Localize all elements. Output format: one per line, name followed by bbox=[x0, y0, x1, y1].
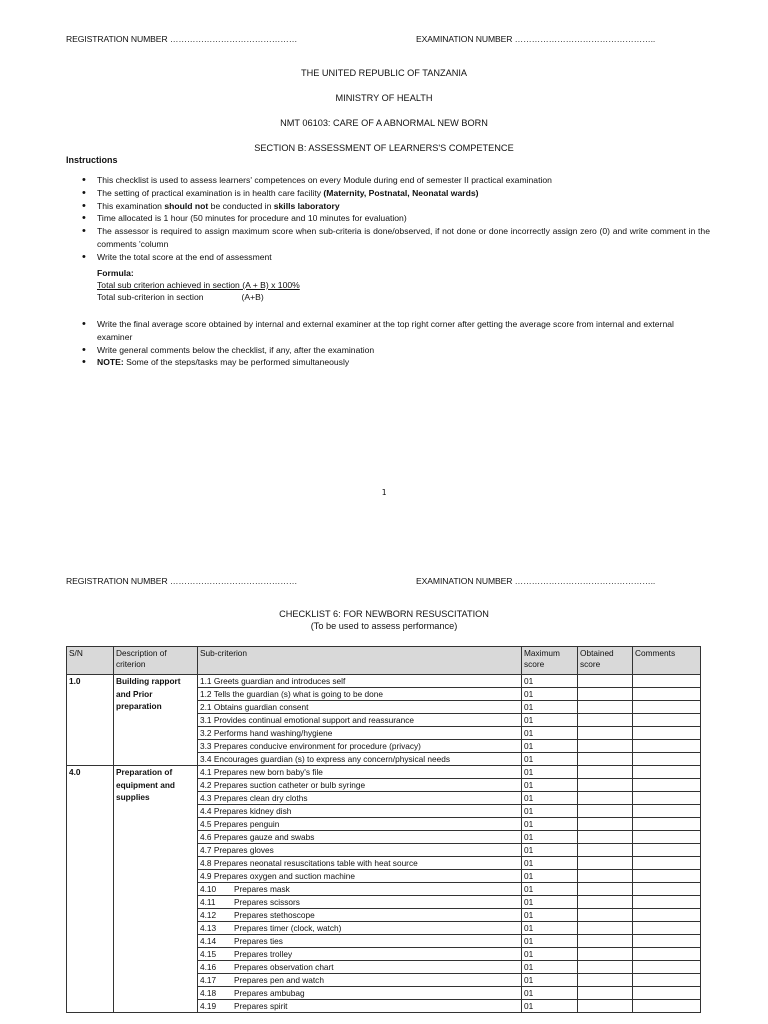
sub-criterion-number: 1.2 bbox=[200, 689, 212, 699]
instruction-item bbox=[80, 251, 710, 264]
sub-criterion-text: Obtains guardian consent bbox=[213, 702, 309, 712]
comments-cell[interactable] bbox=[633, 935, 701, 948]
instruction-text: Some of the steps/tasks may be performed simultaneously bbox=[123, 357, 350, 368]
page-number: 1 bbox=[381, 488, 387, 497]
republic-title: THE UNITED REPUBLIC OF TANZANIA bbox=[300, 68, 468, 78]
sub-criterion-cell bbox=[198, 896, 522, 909]
instruction-emphasis: should not bbox=[164, 200, 209, 211]
obtained-score-cell[interactable] bbox=[578, 987, 633, 1000]
comments-cell[interactable] bbox=[633, 688, 701, 701]
header-description: Description of criterion bbox=[114, 647, 198, 675]
sub-criterion-text: Greets guardian and introduces self bbox=[213, 676, 346, 686]
comments-cell[interactable] bbox=[633, 896, 701, 909]
sub-criterion-cell bbox=[198, 948, 522, 961]
comments-cell[interactable] bbox=[633, 805, 701, 818]
sub-criterion-number: 3.2 bbox=[200, 728, 212, 738]
obtained-score-cell[interactable] bbox=[578, 844, 633, 857]
obtained-score-cell[interactable] bbox=[578, 831, 633, 844]
comments-cell[interactable] bbox=[633, 844, 701, 857]
sub-criterion-cell bbox=[198, 714, 522, 727]
sub-criterion-text: Encourages guardian (s) to express any concern/physical needs bbox=[213, 754, 450, 764]
obtained-score-cell[interactable] bbox=[578, 896, 633, 909]
sub-criterion-number: 4.2 bbox=[200, 780, 212, 790]
sub-criterion-cell bbox=[198, 688, 522, 701]
sub-criterion-text: Tells the guardian (s) what is going to be done bbox=[213, 689, 383, 699]
obtained-score-cell[interactable] bbox=[578, 818, 633, 831]
sub-criterion-text: Prepares ambubag bbox=[234, 988, 305, 998]
instruction-item bbox=[80, 174, 710, 187]
formula-denominator bbox=[97, 292, 264, 302]
sub-criterion-cell bbox=[198, 922, 522, 935]
checklist-body bbox=[67, 675, 701, 1013]
criterion-number: 4.0 bbox=[67, 766, 114, 1013]
comments-cell[interactable] bbox=[633, 870, 701, 883]
obtained-score-cell[interactable] bbox=[578, 727, 633, 740]
registration-number-field-2: REGISTRATION NUMBER ……………………………………… bbox=[66, 576, 298, 586]
obtained-score-cell[interactable] bbox=[578, 753, 633, 766]
maximum-score-cell: 01 bbox=[522, 1000, 578, 1013]
section-title: SECTION B: ASSESSMENT OF LEARNERS'S COMPETENCE bbox=[254, 143, 514, 153]
sub-criterion-number: 4.7 bbox=[200, 845, 212, 855]
maximum-score-cell: 01 bbox=[522, 805, 578, 818]
sub-criterion-text: Prepares gloves bbox=[213, 845, 274, 855]
sub-criterion-text: Prepares spirit bbox=[234, 1001, 288, 1011]
sub-criterion-cell bbox=[198, 844, 522, 857]
instruction-item bbox=[80, 212, 710, 225]
sub-criterion-text: Prepares new born baby's file bbox=[213, 767, 323, 777]
sub-criterion-cell bbox=[198, 818, 522, 831]
sub-criterion-number: 4.15 bbox=[200, 949, 217, 959]
sub-criterion-cell bbox=[198, 883, 522, 896]
examination-number-field-2: EXAMINATION NUMBER ………………………………………….. bbox=[416, 576, 656, 586]
sub-criterion-cell bbox=[198, 870, 522, 883]
sub-criterion-text: Prepares conducive environment for procedure (privacy) bbox=[213, 741, 421, 751]
obtained-score-cell[interactable] bbox=[578, 779, 633, 792]
instruction-text: Write the final average score obtained by internal and external examiner at the top right corner after getting the average score from internal and external examiner bbox=[97, 319, 674, 342]
maximum-score-cell: 01 bbox=[522, 883, 578, 896]
sub-criterion-cell bbox=[198, 675, 522, 688]
sub-criterion-cell bbox=[198, 805, 522, 818]
comments-cell[interactable] bbox=[633, 909, 701, 922]
sub-criterion-text: Prepares suction catheter or bulb syringe bbox=[213, 780, 366, 790]
instruction-emphasis: skills laboratory bbox=[273, 200, 340, 211]
maximum-score-cell: 01 bbox=[522, 987, 578, 1000]
sub-criterion-number: 1.1 bbox=[200, 676, 212, 686]
maximum-score-cell: 01 bbox=[522, 714, 578, 727]
obtained-score-cell[interactable] bbox=[578, 740, 633, 753]
header-sn: S/N bbox=[67, 647, 114, 675]
obtained-score-cell[interactable] bbox=[578, 1000, 633, 1013]
instructions-heading: Instructions bbox=[66, 155, 118, 165]
sub-criterion-number: 4.14 bbox=[200, 936, 217, 946]
comments-cell[interactable] bbox=[633, 857, 701, 870]
sub-criterion-cell bbox=[198, 766, 522, 779]
obtained-score-cell[interactable] bbox=[578, 974, 633, 987]
instruction-text: Write general comments below the checklist, if any, after the examination bbox=[97, 344, 375, 355]
instruction-item bbox=[80, 187, 710, 200]
criterion-description: Building rapport and Prior preparation bbox=[114, 675, 198, 766]
comments-cell[interactable] bbox=[633, 675, 701, 688]
obtained-score-cell[interactable] bbox=[578, 948, 633, 961]
obtained-score-cell[interactable] bbox=[578, 870, 633, 883]
table-row bbox=[67, 675, 701, 688]
maximum-score-cell: 01 bbox=[522, 857, 578, 870]
instruction-text: The assessor is required to assign maximum score when sub-criteria is done/observed, if not done or done incorrectly assign zero (0) and write comment in the comments 'column bbox=[97, 226, 710, 249]
sub-criterion-number: 4.9 bbox=[200, 871, 212, 881]
maximum-score-cell: 01 bbox=[522, 909, 578, 922]
instruction-text: The setting of practical examination is in health care facility bbox=[97, 187, 324, 198]
comments-cell[interactable] bbox=[633, 701, 701, 714]
sub-criterion-cell bbox=[198, 1000, 522, 1013]
sub-criterion-text: Prepares trolley bbox=[234, 949, 293, 959]
instruction-text: be conducted in bbox=[208, 200, 274, 211]
sub-criterion-number: 4.12 bbox=[200, 910, 217, 920]
sub-criterion-text: Prepares penguin bbox=[213, 819, 280, 829]
header-maximum-score: Maximum score bbox=[522, 647, 578, 675]
obtained-score-cell[interactable] bbox=[578, 805, 633, 818]
comments-cell[interactable] bbox=[633, 727, 701, 740]
maximum-score-cell: 01 bbox=[522, 961, 578, 974]
instruction-item bbox=[80, 200, 710, 213]
comments-cell[interactable] bbox=[633, 831, 701, 844]
formula-numerator: Total sub criterion achieved in section (A + B) x 100% bbox=[97, 280, 300, 290]
instruction-item bbox=[80, 318, 710, 344]
maximum-score-cell: 01 bbox=[522, 792, 578, 805]
sub-criterion-text: Prepares mask bbox=[234, 884, 290, 894]
registration-number-field: REGISTRATION NUMBER ……………………………………… bbox=[66, 34, 298, 44]
sub-criterion-number: 3.1 bbox=[200, 715, 212, 725]
comments-cell[interactable] bbox=[633, 974, 701, 987]
header-obtained-score: Obtained score bbox=[578, 647, 633, 675]
maximum-score-cell: 01 bbox=[522, 675, 578, 688]
sub-criterion-number: 4.5 bbox=[200, 819, 212, 829]
course-title: NMT 06103: CARE OF A ABNORMAL NEW BORN bbox=[280, 118, 488, 128]
instruction-text: Write the total score at the end of assessment bbox=[97, 251, 272, 262]
obtained-score-cell[interactable] bbox=[578, 701, 633, 714]
obtained-score-cell[interactable] bbox=[578, 857, 633, 870]
formula-label: Formula: bbox=[97, 268, 134, 278]
sub-criterion-cell bbox=[198, 792, 522, 805]
examination-number-field: EXAMINATION NUMBER ………………………………………….. bbox=[416, 34, 656, 44]
sub-criterion-number: 4.4 bbox=[200, 806, 212, 816]
table-row bbox=[67, 766, 701, 779]
sub-criterion-cell bbox=[198, 961, 522, 974]
criterion-number: 1.0 bbox=[67, 675, 114, 766]
sub-criterion-text: Prepares gauze and swabs bbox=[213, 832, 315, 842]
sub-criterion-text: Prepares kidney dish bbox=[213, 806, 292, 816]
comments-cell[interactable] bbox=[633, 753, 701, 766]
maximum-score-cell: 01 bbox=[522, 753, 578, 766]
header-comments: Comments bbox=[633, 647, 701, 675]
sub-criterion-text: Prepares neonatal resuscitations table with heat source bbox=[213, 858, 418, 868]
obtained-score-cell[interactable] bbox=[578, 792, 633, 805]
sub-criterion-cell bbox=[198, 753, 522, 766]
table-header-row bbox=[67, 647, 701, 675]
sub-criterion-number: 4.3 bbox=[200, 793, 212, 803]
sub-criterion-text: Prepares timer (clock, watch) bbox=[234, 923, 342, 933]
sub-criterion-number: 2.1 bbox=[200, 702, 212, 712]
comments-cell[interactable] bbox=[633, 714, 701, 727]
criterion-description: Preparation of equipment and supplies bbox=[114, 766, 198, 1013]
maximum-score-cell: 01 bbox=[522, 870, 578, 883]
formula-denominator-value: (A+B) bbox=[241, 292, 264, 302]
comments-cell[interactable] bbox=[633, 883, 701, 896]
sub-criterion-text: Provides continual emotional support and reassurance bbox=[213, 715, 415, 725]
instruction-item bbox=[80, 344, 710, 357]
sub-criterion-number: 3.3 bbox=[200, 741, 212, 751]
comments-cell[interactable] bbox=[633, 792, 701, 805]
sub-criterion-text: Prepares clean dry cloths bbox=[213, 793, 308, 803]
maximum-score-cell: 01 bbox=[522, 831, 578, 844]
instructions-list bbox=[80, 174, 710, 264]
obtained-score-cell[interactable] bbox=[578, 688, 633, 701]
maximum-score-cell: 01 bbox=[522, 766, 578, 779]
maximum-score-cell: 01 bbox=[522, 818, 578, 831]
maximum-score-cell: 01 bbox=[522, 701, 578, 714]
instruction-text: Time allocated is 1 hour (50 minutes for procedure and 10 minutes for evaluation) bbox=[97, 213, 407, 224]
maximum-score-cell: 01 bbox=[522, 727, 578, 740]
obtained-score-cell[interactable] bbox=[578, 766, 633, 779]
obtained-score-cell[interactable] bbox=[578, 714, 633, 727]
sub-criterion-text: Prepares oxygen and suction machine bbox=[213, 871, 355, 881]
obtained-score-cell[interactable] bbox=[578, 675, 633, 688]
maximum-score-cell: 01 bbox=[522, 896, 578, 909]
maximum-score-cell: 01 bbox=[522, 779, 578, 792]
maximum-score-cell: 01 bbox=[522, 974, 578, 987]
comments-cell[interactable] bbox=[633, 987, 701, 1000]
sub-criterion-number: 4.18 bbox=[200, 988, 217, 998]
sub-criterion-number: 4.19 bbox=[200, 1001, 217, 1011]
checklist-table bbox=[66, 646, 701, 1013]
sub-criterion-cell bbox=[198, 974, 522, 987]
sub-criterion-text: Prepares pen and watch bbox=[234, 975, 324, 985]
comments-cell[interactable] bbox=[633, 740, 701, 753]
sub-criterion-number: 4.17 bbox=[200, 975, 217, 985]
maximum-score-cell: 01 bbox=[522, 922, 578, 935]
comments-cell[interactable] bbox=[633, 818, 701, 831]
header-sub-criterion: Sub-criterion bbox=[198, 647, 522, 675]
maximum-score-cell: 01 bbox=[522, 688, 578, 701]
sub-criterion-text: Prepares scissors bbox=[234, 897, 300, 907]
sub-criterion-cell bbox=[198, 740, 522, 753]
sub-criterion-number: 4.8 bbox=[200, 858, 212, 868]
comments-cell[interactable] bbox=[633, 948, 701, 961]
instruction-emphasis: NOTE: bbox=[97, 357, 124, 368]
sub-criterion-number: 4.6 bbox=[200, 832, 212, 842]
instruction-emphasis: (Maternity, Postnatal, Neonatal wards) bbox=[323, 187, 479, 198]
sub-criterion-cell bbox=[198, 831, 522, 844]
sub-criterion-cell bbox=[198, 909, 522, 922]
instruction-text: This checklist is used to assess learners' competences on every Module during end of semester II practical examination bbox=[97, 175, 552, 185]
comments-cell[interactable] bbox=[633, 961, 701, 974]
maximum-score-cell: 01 bbox=[522, 948, 578, 961]
sub-criterion-number: 4.10 bbox=[200, 884, 217, 894]
sub-criterion-cell bbox=[198, 935, 522, 948]
sub-criterion-text: Prepares ties bbox=[234, 936, 283, 946]
maximum-score-cell: 01 bbox=[522, 740, 578, 753]
checklist-title: CHECKLIST 6: FOR NEWBORN RESUSCITATION bbox=[279, 609, 489, 619]
instruction-text: This examination bbox=[97, 200, 165, 211]
sub-criterion-number: 4.13 bbox=[200, 923, 217, 933]
comments-cell[interactable] bbox=[633, 1000, 701, 1013]
obtained-score-cell[interactable] bbox=[578, 909, 633, 922]
obtained-score-cell[interactable] bbox=[578, 961, 633, 974]
sub-criterion-cell bbox=[198, 701, 522, 714]
checklist-subtitle: (To be used to assess performance) bbox=[310, 621, 458, 631]
ministry-title: MINISTRY OF HEALTH bbox=[335, 93, 433, 103]
sub-criterion-text: Prepares observation chart bbox=[234, 962, 334, 972]
sub-criterion-cell bbox=[198, 779, 522, 792]
sub-criterion-number: 4.11 bbox=[200, 897, 216, 907]
maximum-score-cell: 01 bbox=[522, 935, 578, 948]
comments-cell[interactable] bbox=[633, 779, 701, 792]
instructions-list-2 bbox=[80, 318, 710, 369]
sub-criterion-cell bbox=[198, 727, 522, 740]
sub-criterion-text: Prepares stethoscope bbox=[234, 910, 315, 920]
comments-cell[interactable] bbox=[633, 766, 701, 779]
instruction-item bbox=[80, 356, 710, 369]
obtained-score-cell[interactable] bbox=[578, 935, 633, 948]
sub-criterion-number: 4.1 bbox=[200, 767, 212, 777]
formula-denominator-text: Total sub-criterion in section bbox=[97, 292, 204, 302]
sub-criterion-number: 3.4 bbox=[200, 754, 212, 764]
sub-criterion-cell bbox=[198, 857, 522, 870]
maximum-score-cell: 01 bbox=[522, 844, 578, 857]
instruction-item bbox=[80, 225, 710, 251]
obtained-score-cell[interactable] bbox=[578, 922, 633, 935]
obtained-score-cell[interactable] bbox=[578, 883, 633, 896]
sub-criterion-number: 4.16 bbox=[200, 962, 217, 972]
sub-criterion-text: Performs hand washing/hygiene bbox=[213, 728, 333, 738]
comments-cell[interactable] bbox=[633, 922, 701, 935]
sub-criterion-cell bbox=[198, 987, 522, 1000]
